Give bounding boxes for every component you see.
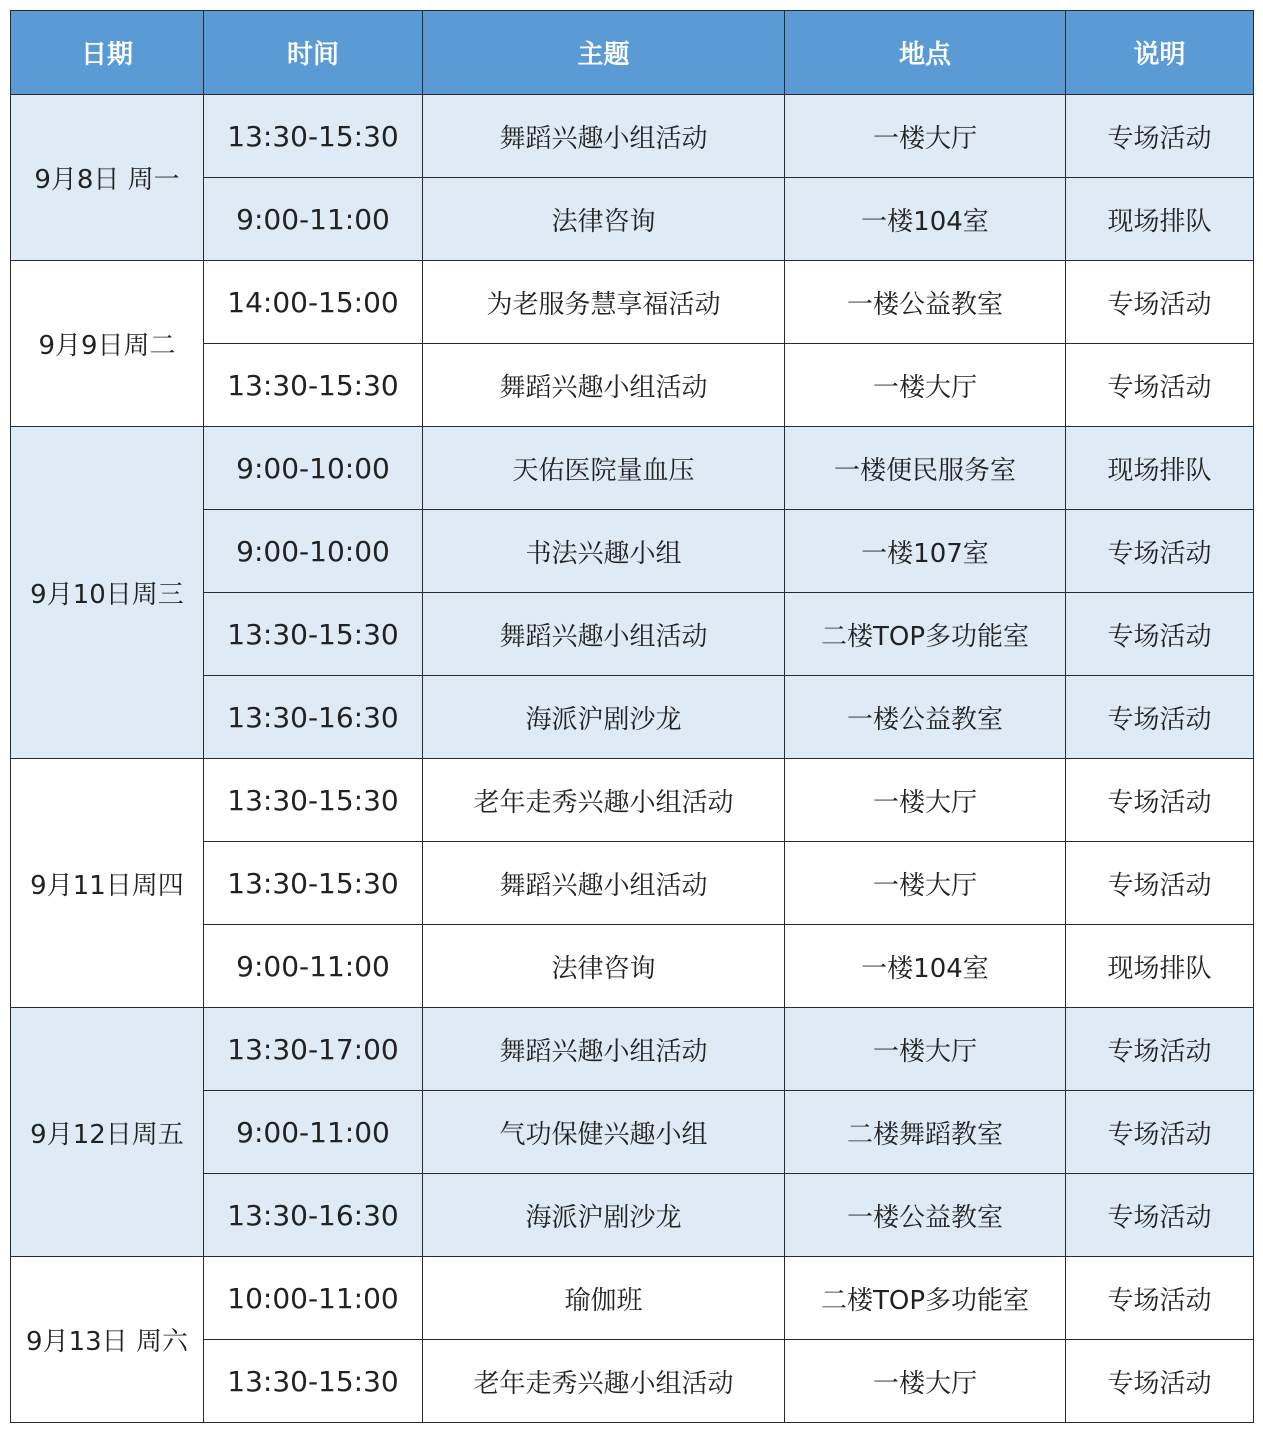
place-cell: 一楼大厅: [785, 344, 1066, 427]
time-cell: 13:30-17:00: [204, 1008, 423, 1091]
time-cell: 9:00-10:00: [204, 510, 423, 593]
place-cell: 一楼大厅: [785, 759, 1066, 842]
day-group: [11, 261, 1254, 427]
note-cell: 专场活动: [1066, 593, 1254, 676]
day-group: [11, 427, 1254, 759]
header-time: 时间: [204, 11, 423, 95]
date-cell: 9月13日 周六: [11, 1257, 204, 1423]
topic-cell: 舞蹈兴趣小组活动: [423, 95, 785, 178]
topic-cell: 舞蹈兴趣小组活动: [423, 344, 785, 427]
time-cell: 9:00-11:00: [204, 178, 423, 261]
note-cell: 专场活动: [1066, 510, 1254, 593]
day-group: [11, 1257, 1254, 1423]
place-cell: 一楼大厅: [785, 842, 1066, 925]
topic-cell: 老年走秀兴趣小组活动: [423, 759, 785, 842]
date-cell: 9月9日周二: [11, 261, 204, 427]
note-cell: 专场活动: [1066, 95, 1254, 178]
topic-cell: 为老服务慧享福活动: [423, 261, 785, 344]
topic-cell: 法律咨询: [423, 925, 785, 1008]
note-cell: 专场活动: [1066, 1257, 1254, 1340]
note-cell: 现场排队: [1066, 427, 1254, 510]
table-header: [11, 11, 1254, 95]
time-cell: 13:30-16:30: [204, 676, 423, 759]
time-cell: 13:30-15:30: [204, 95, 423, 178]
place-cell: 二楼舞蹈教室: [785, 1091, 1066, 1174]
topic-cell: 舞蹈兴趣小组活动: [423, 842, 785, 925]
topic-cell: 法律咨询: [423, 178, 785, 261]
date-cell: 9月8日 周一: [11, 95, 204, 261]
place-cell: 一楼104室: [785, 178, 1066, 261]
note-cell: 专场活动: [1066, 344, 1254, 427]
time-cell: 9:00-11:00: [204, 1091, 423, 1174]
table-row: [11, 95, 1254, 178]
note-cell: 现场排队: [1066, 178, 1254, 261]
note-cell: 专场活动: [1066, 1340, 1254, 1423]
header-date: 日期: [11, 11, 204, 95]
time-cell: 13:30-15:30: [204, 842, 423, 925]
note-cell: 专场活动: [1066, 842, 1254, 925]
time-cell: 14:00-15:00: [204, 261, 423, 344]
place-cell: 一楼107室: [785, 510, 1066, 593]
place-cell: 二楼TOP多功能室: [785, 1257, 1066, 1340]
time-cell: 13:30-15:30: [204, 593, 423, 676]
header-place: 地点: [785, 11, 1066, 95]
topic-cell: 老年走秀兴趣小组活动: [423, 1340, 785, 1423]
place-cell: 一楼104室: [785, 925, 1066, 1008]
place-cell: 一楼便民服务室: [785, 427, 1066, 510]
time-cell: 13:30-15:30: [204, 759, 423, 842]
date-cell: 9月11日周四: [11, 759, 204, 1008]
topic-cell: 天佑医院量血压: [423, 427, 785, 510]
day-group: [11, 759, 1254, 1008]
note-cell: 专场活动: [1066, 1091, 1254, 1174]
time-cell: 13:30-16:30: [204, 1174, 423, 1257]
note-cell: 专场活动: [1066, 1008, 1254, 1091]
table-row: [11, 1257, 1254, 1340]
day-group: [11, 95, 1254, 261]
place-cell: 一楼大厅: [785, 1008, 1066, 1091]
time-cell: 9:00-11:00: [204, 925, 423, 1008]
place-cell: 一楼大厅: [785, 95, 1066, 178]
header-note: 说明: [1066, 11, 1254, 95]
topic-cell: 书法兴趣小组: [423, 510, 785, 593]
schedule-table: [10, 10, 1254, 1423]
time-cell: 9:00-10:00: [204, 427, 423, 510]
header-topic: 主题: [423, 11, 785, 95]
table-row: [11, 759, 1254, 842]
table-row: [11, 427, 1254, 510]
note-cell: 专场活动: [1066, 676, 1254, 759]
time-cell: 13:30-15:30: [204, 344, 423, 427]
topic-cell: 舞蹈兴趣小组活动: [423, 1008, 785, 1091]
place-cell: 一楼大厅: [785, 1340, 1066, 1423]
day-group: [11, 1008, 1254, 1257]
note-cell: 现场排队: [1066, 925, 1254, 1008]
topic-cell: 气功保健兴趣小组: [423, 1091, 785, 1174]
header-row: [11, 11, 1254, 95]
topic-cell: 海派沪剧沙龙: [423, 1174, 785, 1257]
place-cell: 一楼公益教室: [785, 261, 1066, 344]
topic-cell: 舞蹈兴趣小组活动: [423, 593, 785, 676]
table-row: [11, 261, 1254, 344]
table-row: [11, 1008, 1254, 1091]
date-cell: 9月10日周三: [11, 427, 204, 759]
place-cell: 一楼公益教室: [785, 1174, 1066, 1257]
topic-cell: 瑜伽班: [423, 1257, 785, 1340]
place-cell: 一楼公益教室: [785, 676, 1066, 759]
date-cell: 9月12日周五: [11, 1008, 204, 1257]
place-cell: 二楼TOP多功能室: [785, 593, 1066, 676]
time-cell: 10:00-11:00: [204, 1257, 423, 1340]
note-cell: 专场活动: [1066, 1174, 1254, 1257]
note-cell: 专场活动: [1066, 261, 1254, 344]
topic-cell: 海派沪剧沙龙: [423, 676, 785, 759]
time-cell: 13:30-15:30: [204, 1340, 423, 1423]
note-cell: 专场活动: [1066, 759, 1254, 842]
